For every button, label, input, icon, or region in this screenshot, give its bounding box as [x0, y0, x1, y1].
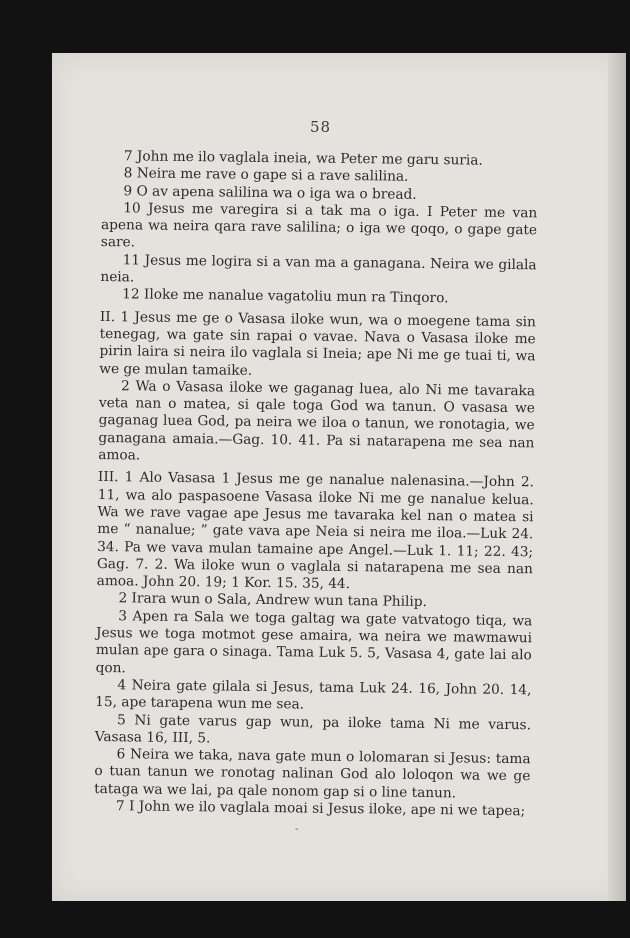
paragraph: 8 Neira me rave o gape si a rave salilina.: [123, 165, 409, 186]
page-edge: [608, 53, 626, 901]
paragraph: 4 Neira gate gilala si Jesus, tama Luk 24. 16, John 20. 14, 15, ape tarapena wun me sea.: [95, 677, 532, 713]
paragraph: 6 Neira we taka, nava gate mun o lolomaran si Jesus: tama o tuan tanun we ronotag nalinan God alo loloqon wa we ge tataga wa we lai, pa qale nonom gap si o line tanun.: [94, 746, 531, 802]
paragraph: 11 Jesus me logira si a van ma a ganagana. Neira we gilala neia.: [100, 252, 537, 286]
paragraph: 9 O av apena salilina wa o iga wa o bread.: [123, 182, 417, 203]
page-number: 58: [310, 118, 332, 136]
paragraph: 2 Wa o Vasasa iloke we gaganag luea, alo Ni me tavaraka veta nan o matea, si qale toga God wa tanun. O vasasa we gaganag luea God, pa neira we iloa o tanun, we ronotagia, we ganagana amaia.—Gag. 10. 41. Pa si natarapena me sea nan amoa.: [98, 378, 536, 464]
paragraph: 10 Jesus me varegira si a tak ma o iga. I Peter me van apena wa neira qara rave salilina; o iga we qoqo, o gape gate sare.: [100, 200, 538, 251]
paragraph: 5 Ni gate varus gap wun, pa iloke tama Ni me varus. Vasasa 16, III, 5.: [94, 711, 532, 747]
paragraph: 2 Irara wun o Sala, Andrew wun tana Philip.: [118, 590, 427, 611]
paragraph: 7 I John we ilo vaglala moai si Jesus iloke, ape ni we tapea;: [115, 798, 526, 820]
paragraph: 3 Apen ra Sala we toga galtag wa gate vatvatogo tiqa, wa Jesus we toga motmot gese amaira, wa neira we mawmawui mulan ape gara o sinaga. Tama Luk 5. 5, Vasasa 4, gate lai alo qon.: [95, 607, 533, 676]
section-paragraph: III. 1 Alo Vasasa 1 Jesus me ge nanalue nalenasina.—John 2. 11, wa alo paspasoene Vasasa iloke Ni me ge nanalue kelua. Wa we rave vagae ape Jesus me tavaraka kel nan o matea si me “ nanalue; ” gate vava ape Neia si neira me iloa.—Luk 24. 34. Pa we vava mulan tamaine ape Angel.—Luk 1. 11; 22. 43; Gag. 7. 2. Wa iloke wun o vaglala si natarapena me sea nan amoa. John 20. 19; 1 Kor. 15. 35, 44.: [96, 469, 535, 593]
footer-mark: -: [295, 824, 299, 835]
section-paragraph: II. 1 Jesus me ge o Vasasa iloke wun, wa o moegene tama sin tenegag, wa gate sin rapai o vavae. Nava o Vasasa iloke me pirin laira si neira ilo vaglala si Ineia; ape Ni me ge tuai ti, wa we ge mulan tamaike.: [99, 308, 537, 379]
page-body: [94, 148, 538, 821]
paragraph: 12 Iloke me nanalue vagatoliu mun ra Tinqoro.: [122, 286, 449, 307]
paragraph: 7 John me ilo vaglala ineia, wa Peter me garu suria.: [123, 148, 483, 169]
